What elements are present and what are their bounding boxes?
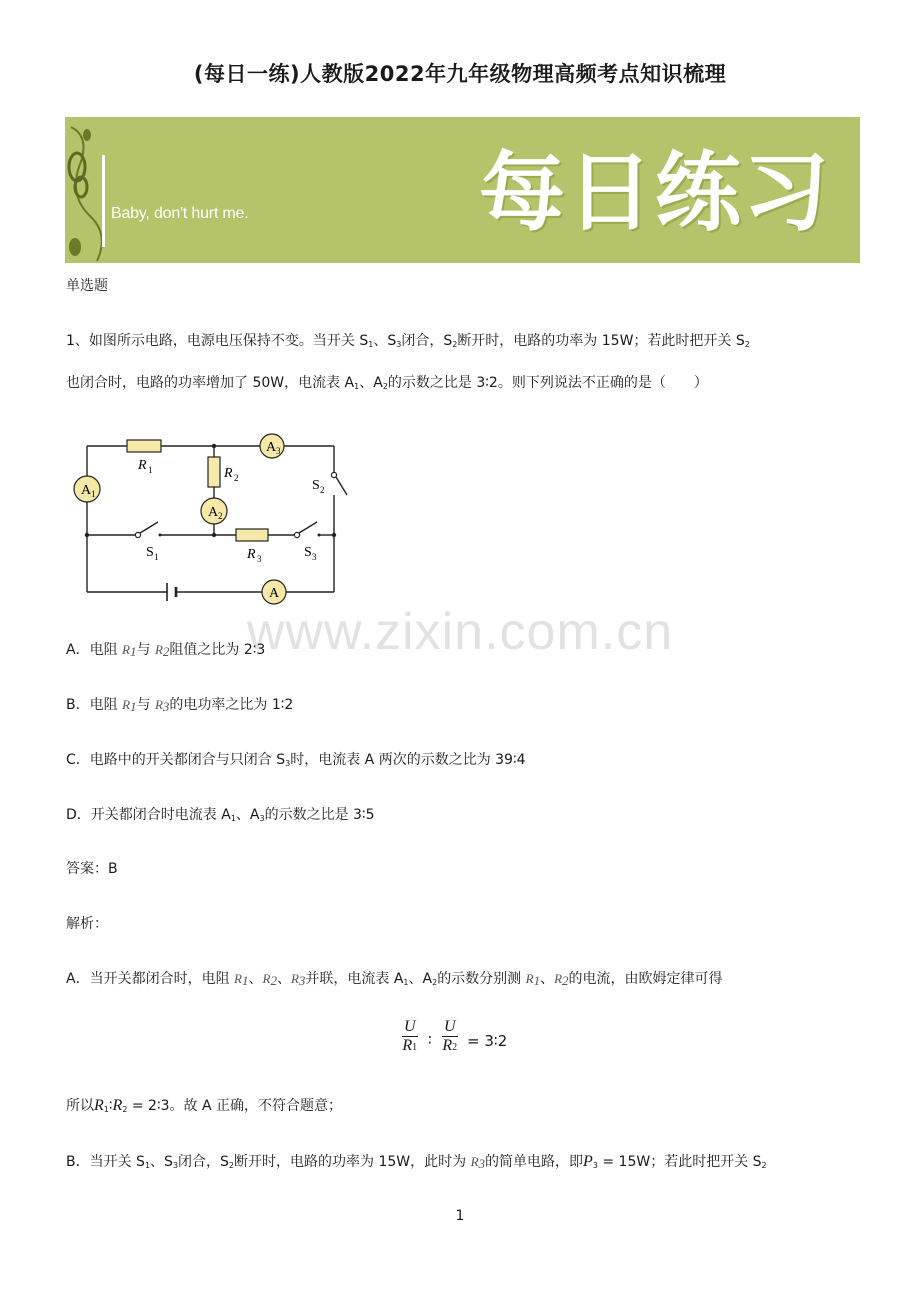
question-line-1: 1、如图所示电路，电源电压保持不变。当开关 $S_1$、$S_3$闭合，$S_2$断开时，电路的功率为 15W；若此时把开关 $S_2$ bbox=[66, 333, 750, 349]
resistor-r3 bbox=[236, 529, 268, 541]
option-d[interactable]: D．开关都闭合时电流表 $A_1$、$A_3$的示数之比是 3∶5 bbox=[66, 807, 375, 823]
page-number: 1 bbox=[455, 1208, 465, 1224]
svg-text:2: 2 bbox=[234, 473, 239, 483]
analysis-b-line: B．当开关 $S_1$、$S_3$闭合，$S_2$断开时，电路的功率为 15W，此时为 R3的简单电路，即$P_3 = 15W$；若此时把开关 $S_2$ bbox=[66, 1153, 767, 1171]
circuit-labels bbox=[137, 458, 262, 564]
switch-s3 bbox=[294, 522, 320, 538]
ammeter-a2 bbox=[201, 498, 227, 524]
svg-text:3: 3 bbox=[312, 552, 317, 562]
junction-dot bbox=[85, 533, 89, 537]
svg-text:1: 1 bbox=[148, 465, 153, 475]
analysis-a-conclusion: 所以$R_1∶R_2$ = 2∶3。故 A 正确，不符合题意； bbox=[66, 1097, 342, 1114]
svg-text:2: 2 bbox=[320, 485, 325, 495]
svg-text:A: A bbox=[266, 440, 277, 455]
analysis-label: 解析： bbox=[66, 916, 108, 932]
ohm-ratio-formula bbox=[380, 1018, 580, 1068]
banner-tagline: Baby, don't hurt me. bbox=[111, 205, 249, 222]
svg-text:A: A bbox=[81, 483, 92, 498]
junction-dot bbox=[212, 444, 216, 448]
banner-heading: 每日练习 bbox=[479, 143, 831, 243]
junction-dot bbox=[332, 533, 336, 537]
svg-text:2: 2 bbox=[218, 511, 223, 521]
svg-text:1: 1 bbox=[154, 552, 159, 562]
circuit-diagram bbox=[66, 425, 366, 605]
ammeter-a1 bbox=[74, 476, 100, 502]
formula-rhs: = 3∶2 bbox=[467, 1032, 508, 1050]
svg-text:3: 3 bbox=[257, 554, 262, 564]
battery-icon bbox=[167, 583, 176, 601]
option-c[interactable]: C．电路中的开关都闭合与只闭合 $S_3$时，电流表 A 两次的示数之比为 39∶4 bbox=[66, 752, 526, 768]
question-line-2: 也闭合时，电路的功率增加了 50W，电流表 $A_1$、$A_2$的示数之比是 3∶2。则下列说法不正确的是（ ） bbox=[66, 375, 708, 391]
switch-labels bbox=[146, 478, 325, 562]
analysis-a-line: A．当开关都闭合时，电阻 R1、R2、R3并联，电流表 $A_1$、$A_2$的示数分别测 R1、R2的电流，由欧姆定律可得 bbox=[66, 971, 723, 988]
svg-text:R: R bbox=[138, 458, 147, 473]
ratio-sign: ∶ bbox=[428, 1031, 432, 1049]
option-a[interactable]: A．电阻 R1与 R2阻值之比为 2∶3 bbox=[66, 642, 266, 659]
svg-text:S: S bbox=[146, 545, 154, 560]
svg-text:A: A bbox=[269, 586, 280, 601]
svg-text:R: R bbox=[247, 547, 256, 562]
daily-practice-banner bbox=[65, 117, 860, 263]
ammeter-a bbox=[262, 580, 286, 604]
switch-s1 bbox=[135, 522, 161, 538]
answer-line: 答案：B bbox=[66, 861, 118, 877]
option-b[interactable]: B．电阻 R1与 R3的电功率之比为 1∶2 bbox=[66, 697, 294, 714]
fraction-u-r2: $\frac{U}{R2}$ bbox=[442, 1018, 458, 1054]
svg-text:1: 1 bbox=[91, 489, 96, 499]
resistor-r2 bbox=[208, 457, 220, 487]
svg-text:S: S bbox=[312, 478, 320, 493]
section-label: 单选题 bbox=[66, 278, 108, 294]
vine-decoration-icon bbox=[65, 117, 135, 263]
svg-text:A: A bbox=[208, 505, 219, 520]
watermark: www.zixin.com.cn bbox=[246, 603, 674, 661]
fraction-u-r1: $\frac{U}{R1}$ bbox=[402, 1018, 418, 1054]
resistor-r1 bbox=[127, 440, 161, 452]
document-title: (每日一练)人教版2022年九年级物理高频考点知识梳理 bbox=[193, 62, 727, 86]
ammeter-a3 bbox=[260, 434, 284, 458]
switch-s2 bbox=[331, 472, 347, 495]
junction-dot bbox=[212, 533, 216, 537]
svg-text:S: S bbox=[304, 545, 312, 560]
banner-divider bbox=[102, 155, 105, 247]
svg-text:3: 3 bbox=[276, 446, 281, 456]
svg-text:R: R bbox=[224, 466, 233, 481]
